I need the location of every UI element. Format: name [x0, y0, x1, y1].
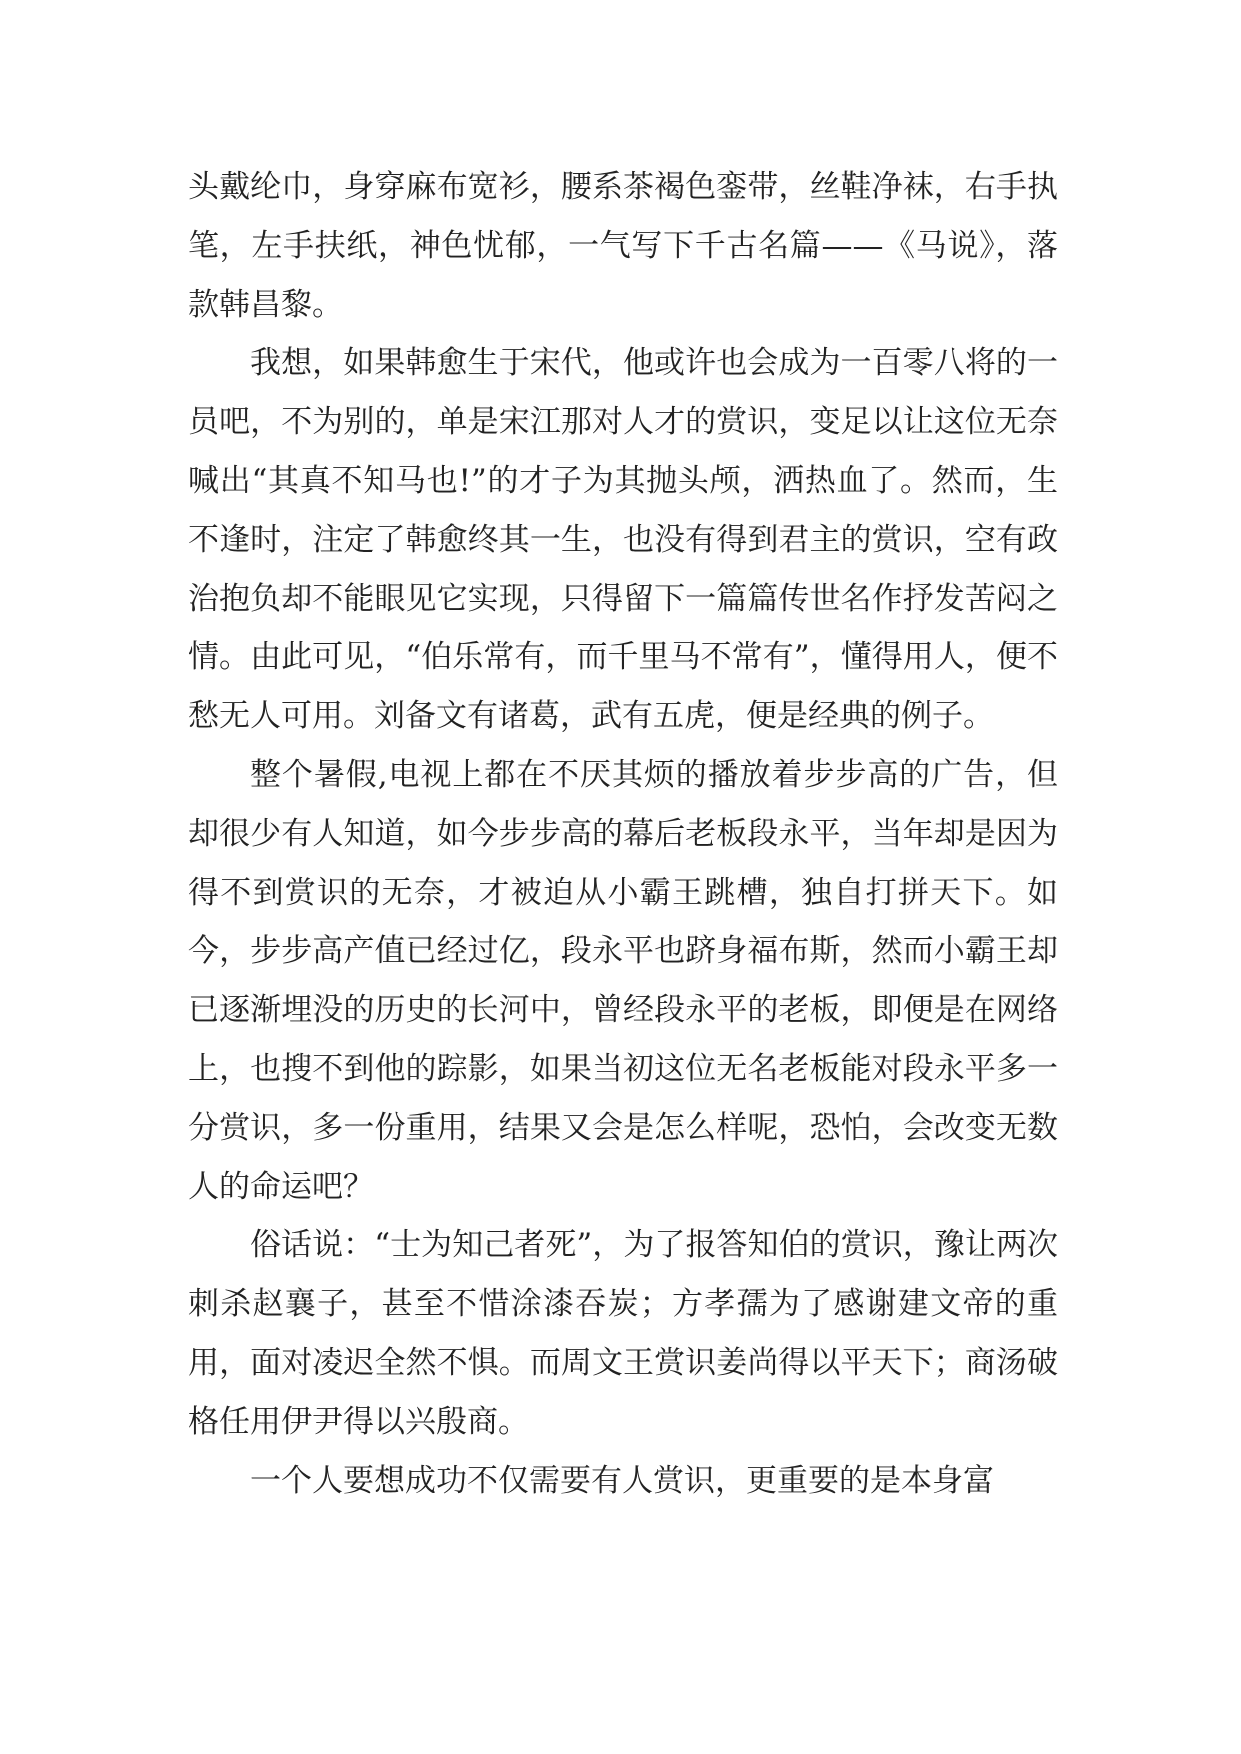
- document-body: [188, 158, 1058, 1510]
- paragraph-3: 整个暑假,电视上都在不厌其烦的播放着步步高的广告，但却很少有人知道，如今步步高的幕后老板段永平，当年却是因为得不到赏识的无奈，才被迫从小霸王跳槽，独自打拼天下。如今，步步高产值已经过亿，段永平也跻身福布斯，然而小霸王却已逐渐埋没的历史的长河中，曾经段永平的老板，即便是在网络上，也搜不到他的踪影，如果当初这位无名老板能对段永平多一分赏识，多一份重用，结果又会是怎么样呢，恐怕，会改变无数人的命运吧？: [188, 756, 1058, 1205]
- paragraph-2: 我想，如果韩愈生于宋代，他或许也会成为一百零八将的一员吧，不为别的，单是宋江那对人才的赏识，变足以让这位无奈喊出“其真不知马也!”的才子为其抛头颅，洒热血了。然而，生不逢时，注定了韩愈终其一生，也没有得到君主的赏识，空有政治抱负却不能眼见它实现，只得留下一篇篇传世名作抒发苦闷之情。由此可见，“伯乐常有，而千里马不常有”，懂得用人，便不愁无人可用。刘备文有诸葛，武有五虎，便是经典的例子。: [188, 345, 1058, 735]
- paragraph-1: 头戴纶巾，身穿麻布宽衫，腰系茶褐色銮带，丝鞋净袜，右手执笔，左手扶纸，神色忧郁，一气写下千古名篇——《马说》，落款韩昌黎。: [188, 169, 1058, 323]
- paragraph-4: 俗话说：“士为知己者死”，为了报答知伯的赏识，豫让两次刺杀赵襄子，甚至不惜涂漆吞炭；方孝孺为了感谢建文帝的重用，面对凌迟全然不惧。而周文王赏识姜尚得以平天下；商汤破格任用伊尹得以兴殷商。: [188, 1227, 1058, 1440]
- paragraph-5: 一个人要想成功不仅需要有人赏识，更重要的是本身富: [250, 1462, 994, 1499]
